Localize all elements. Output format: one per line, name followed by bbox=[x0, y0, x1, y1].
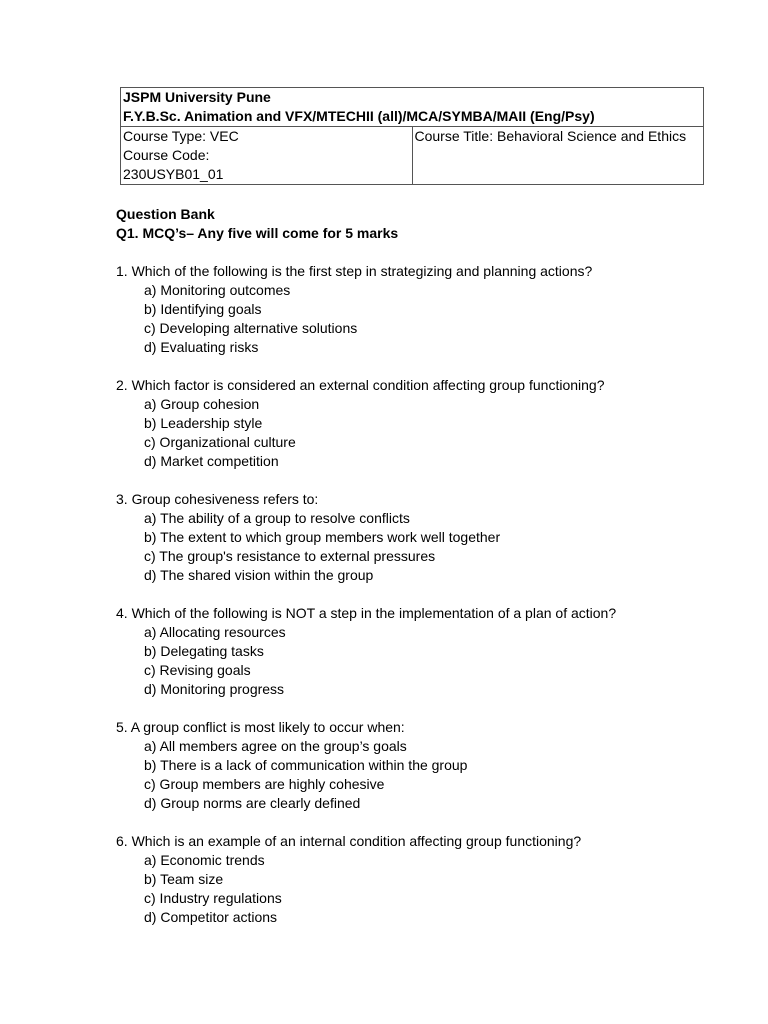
option-c: c) Organizational culture bbox=[144, 434, 296, 450]
question-4 bbox=[116, 604, 716, 699]
question-text: 5. A group conflict is most likely to occur when: bbox=[116, 719, 405, 735]
option-a: a) Allocating resources bbox=[144, 624, 286, 640]
question-6 bbox=[116, 832, 716, 927]
question-2 bbox=[116, 376, 716, 471]
option-b: b) Delegating tasks bbox=[144, 643, 264, 659]
option-d: d) Evaluating risks bbox=[144, 339, 259, 355]
question-text: 1. Which of the following is the first step in strategizing and planning actions? bbox=[116, 263, 593, 279]
course-code: 230USYB01_01 bbox=[123, 166, 224, 182]
option-b: b) Identifying goals bbox=[144, 301, 262, 317]
option-a: a) Group cohesion bbox=[144, 396, 260, 412]
option-b: b) Leadership style bbox=[144, 415, 263, 431]
question-text: 4. Which of the following is NOT a step in the implementation of a plan of action? bbox=[116, 605, 617, 621]
question-3 bbox=[116, 490, 716, 585]
option-c: c) Developing alternative solutions bbox=[144, 320, 358, 336]
option-c: c) Revising goals bbox=[144, 662, 251, 678]
course-type: Course Type: VEC bbox=[123, 128, 239, 144]
program-name: F.Y.B.Sc. Animation and VFX/MTECHII (all)/MCA/SYMBA/MAII (Eng/Psy) bbox=[123, 108, 595, 124]
option-c: c) The group's resistance to external pressures bbox=[144, 548, 436, 564]
option-a: a) The ability of a group to resolve conflicts bbox=[144, 510, 410, 526]
question-bank-content bbox=[116, 205, 716, 927]
option-d: d) Competitor actions bbox=[144, 909, 278, 925]
question-5 bbox=[116, 718, 716, 813]
option-d: d) The shared vision within the group bbox=[144, 567, 374, 583]
question-1 bbox=[116, 262, 716, 357]
option-d: d) Market competition bbox=[144, 453, 279, 469]
option-b: b) Team size bbox=[144, 871, 224, 887]
q1-title: Q1. MCQ’s– Any five will come for 5 marks bbox=[116, 225, 399, 241]
option-d: d) Group norms are clearly defined bbox=[144, 795, 361, 811]
question-text: 2. Which factor is considered an external condition affecting group functioning? bbox=[116, 377, 605, 393]
option-b: b) There is a lack of communication within the group bbox=[144, 757, 468, 773]
option-a: a) All members agree on the group’s goals bbox=[144, 738, 407, 754]
option-a: a) Monitoring outcomes bbox=[144, 282, 291, 298]
university-program-cell bbox=[121, 88, 704, 127]
option-c: c) Group members are highly cohesive bbox=[144, 776, 385, 792]
course-type-code-cell bbox=[121, 127, 413, 185]
university-name: JSPM University Pune bbox=[123, 89, 271, 105]
option-d: d) Monitoring progress bbox=[144, 681, 285, 697]
option-b: b) The extent to which group members work well together bbox=[144, 529, 501, 545]
section-title: Question Bank bbox=[116, 206, 215, 222]
course-header-table bbox=[120, 87, 704, 185]
option-a: a) Economic trends bbox=[144, 852, 265, 868]
course-title-cell bbox=[412, 127, 704, 185]
question-text: 6. Which is an example of an internal condition affecting group functioning? bbox=[116, 833, 582, 849]
course-code-label: Course Code: bbox=[123, 147, 210, 163]
option-c: c) Industry regulations bbox=[144, 890, 282, 906]
question-text: 3. Group cohesiveness refers to: bbox=[116, 491, 319, 507]
course-title: Course Title: Behavioral Science and Ethics bbox=[414, 128, 687, 144]
